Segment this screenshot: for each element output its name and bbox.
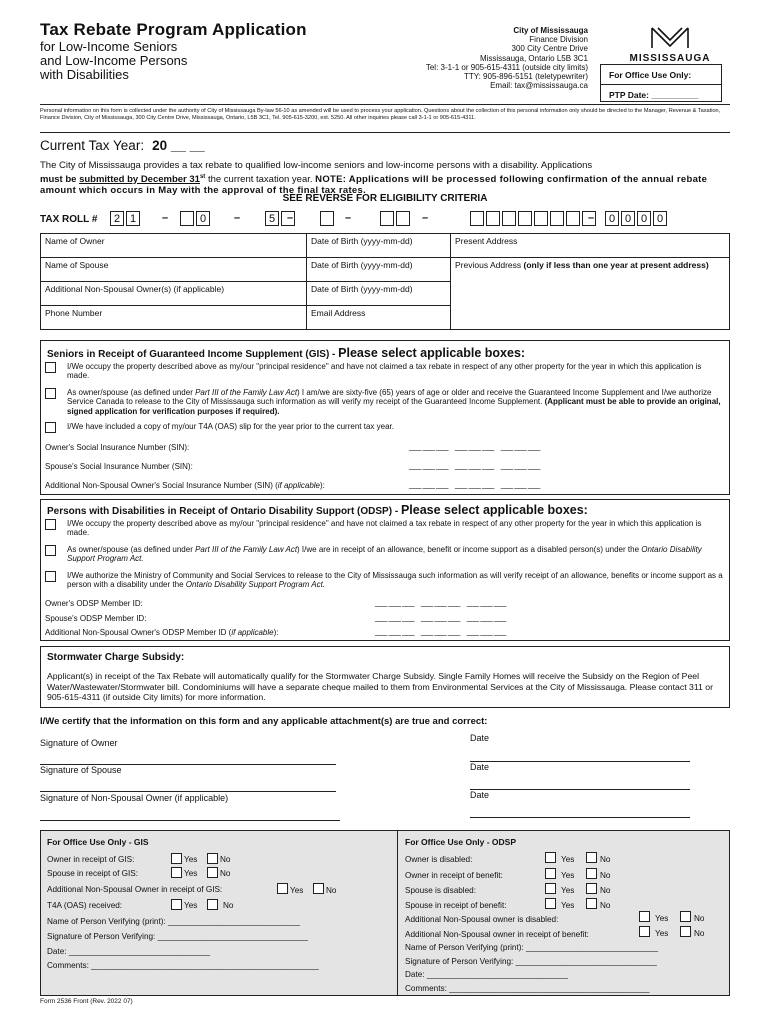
intro-text: The City of Mississauga provides a tax rebate to qualified low-income seniors and low-income persons with a disability. Applications must be submitted by December 31st the current taxation year. NOTE: Applications will be processed following confirmation of the annual rebate amount which occurs in May with the approval of the final tax rates. (40, 160, 708, 197)
name-of-spouse-field[interactable]: Name of Spouse (41, 258, 307, 282)
office-odsp-add-benefit-yes[interactable] (639, 926, 650, 937)
odsp-section (40, 499, 730, 641)
tax-year-field[interactable]: 20 __ __ (152, 138, 205, 153)
additional-odsp-field[interactable]: ___ ___ ___ ___ ___ ___ ___ ___ ___ (375, 627, 506, 636)
spouse-dob-field[interactable]: Date of Birth (yyyy-mm-dd) (307, 258, 451, 282)
office-gis-t4a-no[interactable] (207, 899, 218, 910)
office-gis-name-field[interactable]: Name of Person Verifying (print): _____________________________ (47, 917, 301, 926)
office-odsp-sp-disabled-label: Spouse is disabled: (405, 886, 477, 895)
date-spouse-line[interactable] (470, 789, 690, 790)
owner-odsp-label: Owner's ODSP Member ID: (45, 599, 143, 608)
signature-owner-label: Signature of Owner (40, 738, 118, 748)
tax-roll-digit-box[interactable]: 0 (637, 211, 651, 226)
odsp-item-1: I/We occupy the property described above as my/our "principal residence" and have not claimed a tax rebate in respect of any other property for the year in which this application is made. (45, 519, 723, 538)
certify-statement: I/We certify that the information on this form and any applicable attachment(s) are true and correct: (40, 716, 488, 727)
office-odsp-add-benefit-label: Additional Non-Spousal owner in receipt of benefit: (405, 930, 589, 939)
tax-roll-digit-box[interactable]: 0 (605, 211, 619, 226)
office-odsp-name-field[interactable]: Name of Person Verifying (print): _____________________________ (405, 943, 659, 952)
office-odsp-benefit-label: Owner in receipt of benefit: (405, 871, 503, 880)
office-odsp-add-benefit-no[interactable] (680, 926, 691, 937)
office-odsp-sp-benefit-yes[interactable] (545, 898, 556, 909)
office-odsp-date-field[interactable]: Date: _______________________________ (405, 970, 569, 979)
odsp-title: Persons with Disabilities in Receipt of Ontario Disability Support (ODSP) - Please select applicable boxes: (47, 503, 588, 517)
date-owner-label: Date (470, 733, 490, 743)
odsp-item-3: I/We authorize the Ministry of Community and Social Services to release to the City of Mississauga such information as will verify receipt of an allowance, benefits or income support as a person with a disability under the Ontario Disability Support Program Act. (45, 571, 723, 590)
phone-number-field[interactable]: Phone Number (41, 306, 307, 330)
spouse-sin-field[interactable]: ___ ___ ___ ___ ___ ___ ___ ___ ___ (409, 461, 540, 470)
tax-roll-digit-box[interactable] (320, 211, 334, 226)
signature-spouse-line[interactable] (40, 791, 336, 792)
owner-dob-field[interactable]: Date of Birth (yyyy-mm-dd) (307, 234, 451, 258)
gis-title: Seniors in Receipt of Guaranteed Income Supplement (GIS) - Please select applicable boxes: (47, 346, 526, 360)
gis-checkbox-3[interactable] (45, 422, 56, 433)
tax-roll-digit-box[interactable]: 0 (653, 211, 667, 226)
gis-item-2: As owner/spouse (as defined under Part III of the Family Law Act) I am/we are sixty-five (65) years of age or older and receive the Guaranteed Income Supplement and I/we authorize Service Canada to release to the City of Mississauga such information as will verify my receipt of the Guaranteed Income Supplement. (Applicant must be able to provide an original, signed application for verification purposes if required). (45, 388, 723, 416)
tax-roll-dash: – (162, 212, 169, 224)
tax-roll-digit-box[interactable] (534, 211, 548, 226)
tax-roll-digit-box[interactable] (180, 211, 194, 226)
additional-sin-label: Additional Non-Spousal Owner's Social Insurance Number (SIN) (if applicable): (45, 481, 325, 490)
additional-odsp-label: Additional Non-Spousal Owner's ODSP Member ID (if applicable): (45, 628, 279, 637)
office-gis-t4a-yes[interactable] (171, 899, 182, 910)
gis-section (40, 340, 730, 495)
odsp-checkbox-1[interactable] (45, 519, 56, 530)
city-address: City of Mississauga Finance Division 300 City Centre Drive Mississauga, Ontario L5B 3C1 Tel: 3-1-1 or 905-615-4311 (outside city limits) TTY: 905-896-5151 (teletypewriter) Email: tax@mississauga.ca (425, 26, 588, 91)
office-gis-owner-yes[interactable] (171, 853, 182, 864)
tax-roll-digit-box[interactable] (502, 211, 516, 226)
odsp-item-2: As owner/spouse (as defined under Part III of the Family Law Act) I/we are in receipt of an allowance, benefit or income support as a disabled person(s) under the Ontario Disability Support Program Act. (45, 545, 723, 564)
tax-roll-dash: – (588, 212, 595, 224)
privacy-notice: Personal information on this form is collected under the authority of City of Mississauga By-law 56-10 as amended will be used to process your application. Questions about the collection of this personal information only should be directed to the Manager, Revenue & Taxation, Finance Division, City of Mississauga, 300 City Centre Drive, Mississauga, Ontario, L5B 3C1, Tel. 905-615-3200, ext. 5250. All other inquiries please call 3-1-1 or 905-615-4311. (40, 108, 721, 121)
owner-sin-label: Owner's Social Insurance Number (SIN): (45, 443, 190, 452)
office-odsp-add-disabled-yes[interactable] (639, 911, 650, 922)
owner-table (40, 233, 730, 330)
office-gis-add-yes[interactable] (277, 883, 288, 894)
office-gis-owner-no[interactable] (207, 853, 218, 864)
email-address-field[interactable]: Email Address (307, 306, 451, 330)
see-reverse: SEE REVERSE FOR ELIGIBILITY CRITERIA (282, 193, 488, 204)
gis-checkbox-2[interactable] (45, 388, 56, 399)
office-odsp-disabled-yes[interactable] (545, 852, 556, 863)
signature-non-spousal-line[interactable] (40, 820, 340, 821)
additional-sin-field[interactable]: ___ ___ ___ ___ ___ ___ ___ ___ ___ (409, 480, 540, 489)
form-number: Form 2536 Front (Rev. 2022 07) (40, 998, 133, 1005)
form-title: Tax Rebate Program Application (40, 20, 307, 39)
office-odsp-sp-disabled-yes[interactable] (545, 883, 556, 894)
spouse-odsp-field[interactable]: ___ ___ ___ ___ ___ ___ ___ ___ ___ (375, 613, 506, 622)
tax-roll-digit-box[interactable]: 0 (196, 211, 210, 226)
odsp-checkbox-2[interactable] (45, 545, 56, 556)
office-odsp-benefit-yes[interactable] (545, 868, 556, 879)
spouse-odsp-label: Spouse's ODSP Member ID: (45, 614, 147, 623)
gis-checkbox-1[interactable] (45, 362, 56, 373)
office-gis-date-field[interactable]: Date: _______________________________ (47, 947, 211, 956)
date-owner-line[interactable] (470, 761, 690, 762)
tax-roll-dash: – (422, 212, 429, 224)
office-gis-sig-field[interactable]: Signature of Person Verifying: _________________________________ (47, 932, 308, 941)
tax-roll-dash: – (287, 212, 294, 224)
office-gis-spouse-yes[interactable] (171, 867, 182, 878)
tax-roll-digit-box[interactable] (550, 211, 564, 226)
tax-roll-digit-box[interactable] (396, 211, 410, 226)
office-gis-add-no[interactable] (313, 883, 324, 894)
office-odsp-sp-benefit-label: Spouse in receipt of benefit: (405, 901, 507, 910)
signature-non-spousal-label: Signature of Non-Spousal Owner (if applicable) (40, 793, 229, 803)
previous-address-field[interactable]: Previous Address (only if less than one year at present address) (451, 258, 730, 330)
office-odsp-comments-field[interactable]: Comments: ____________________________________________ (405, 984, 650, 993)
spouse-sin-label: Spouse's Social Insurance Number (SIN): (45, 462, 193, 471)
date-non-spousal-line[interactable] (470, 817, 690, 818)
additional-owner-field[interactable]: Additional Non-Spousal Owner(s) (if applicable) (41, 282, 307, 306)
office-odsp-add-disabled-label: Additional Non-Spousal owner is disabled: (405, 915, 559, 924)
office-odsp-sp-benefit-no[interactable] (586, 898, 597, 909)
office-odsp-sp-disabled-no[interactable] (586, 883, 597, 894)
date-non-spousal-label: Date (470, 790, 490, 800)
tax-year: Current Tax Year: 20 __ __ (40, 138, 205, 153)
owner-sin-field[interactable]: ___ ___ ___ ___ ___ ___ ___ ___ ___ (409, 442, 540, 451)
signature-spouse-label: Signature of Spouse (40, 765, 122, 775)
date-spouse-label: Date (470, 762, 490, 772)
name-of-owner-field[interactable]: Name of Owner (41, 234, 307, 258)
tax-roll-dash: – (345, 212, 352, 224)
stormwater-text: Applicant(s) in receipt of the Tax Rebate will automatically qualify for the Stormwater Charge Subsidy. Single Family Homes will receive the Subsidy on the Region of Peel Water/Wastewater/Stormwater bill. Condominiums will have a separate cheque mailed to them from Environmental Services at the City of Mississauga. Please contact 311 or 905-615-4311 (if outside City limits) for more information. (47, 671, 714, 702)
office-gis-owner-label: Owner in receipt of GIS: (47, 855, 135, 864)
office-odsp-disabled-label: Owner is disabled: (405, 855, 473, 864)
tax-roll-dash: – (234, 212, 241, 224)
gis-item-1: I/We occupy the property described above as my/our "principal residence" and have not claimed a tax rebate in respect of any other property for the year in which this application is made. (45, 362, 723, 381)
office-gis-t4a-label: T4A (OAS) received: (47, 901, 123, 910)
tax-roll-digit-box[interactable]: 2 (110, 211, 124, 226)
logo-icon (650, 26, 690, 50)
mississauga-logo: MISSISSAUGA (620, 26, 720, 64)
office-gis-title: For Office Use Only - GIS (47, 837, 149, 847)
office-odsp-title: For Office Use Only - ODSP (405, 837, 516, 847)
tax-roll-digit-box[interactable] (470, 211, 484, 226)
stormwater-section (40, 646, 730, 708)
office-use-box: For Office Use Only: PTP Date: __________ (600, 64, 722, 102)
office-odsp-disabled-no[interactable] (586, 852, 597, 863)
office-gis-comments-field[interactable]: Comments: __________________________________________________ (47, 961, 319, 970)
office-use-section: For Office Use Only - GIS For Office Use Only - ODSP Owner in receipt of GIS: Yes No Spouse in receipt of GIS: Yes No Additional Non-Spousal Owner in receipt of GIS: Yes No T4A (OAS) received: Yes No Name of Person Verifying (print): _____________________________ Signature of Person Verifying: _________________________________ Date: _______________________________ Comments: __________________________________________________ Owner is disabled: Yes No Owner in receipt of benefit: Yes No Spouse is disabled: Yes No Spouse in receipt of benefit: Yes No Additional Non-Spousal owner is disabled: Yes No Additional Non-Spousal owner in receipt of benefit: Yes No Name of Person Verifying (print): _____________________________ Signature of Person Verifying: _______________________________ Date: _______________________________ Comments: ____________________________________________ (40, 830, 730, 996)
tax-roll-digit-box[interactable] (518, 211, 532, 226)
office-odsp-benefit-no[interactable] (586, 868, 597, 879)
form-subtitle: for Low-Income Seniors and Low-Income Persons with Disabilities (40, 39, 188, 82)
office-gis-spouse-label: Spouse in receipt of GIS: (47, 869, 139, 878)
odsp-checkbox-3[interactable] (45, 571, 56, 582)
owner-odsp-field[interactable]: ___ ___ ___ ___ ___ ___ ___ ___ ___ (375, 598, 506, 607)
gis-item-3: I/We have included a copy of my/our T4A (OAS) slip for the year prior to the current tax year. (45, 422, 723, 431)
office-gis-spouse-no[interactable] (207, 867, 218, 878)
stormwater-title: Stormwater Charge Subsidy: (47, 652, 185, 663)
office-odsp-add-disabled-no[interactable] (680, 911, 691, 922)
present-address-field[interactable]: Present Address (451, 234, 730, 258)
tax-roll-digit-box[interactable]: 0 (621, 211, 635, 226)
office-odsp-sig-field[interactable]: Signature of Person Verifying: _______________________________ (405, 957, 657, 966)
tax-roll-digit-box[interactable] (566, 211, 580, 226)
additional-owner-dob-field[interactable]: Date of Birth (yyyy-mm-dd) (307, 282, 451, 306)
office-gis-add-label: Additional Non-Spousal Owner in receipt of GIS: (47, 885, 223, 894)
tax-roll-digit-box[interactable] (486, 211, 500, 226)
tax-roll-digit-box[interactable]: 5 (265, 211, 279, 226)
tax-roll-digit-box[interactable]: 1 (126, 211, 140, 226)
tax-roll-digit-box[interactable] (380, 211, 394, 226)
